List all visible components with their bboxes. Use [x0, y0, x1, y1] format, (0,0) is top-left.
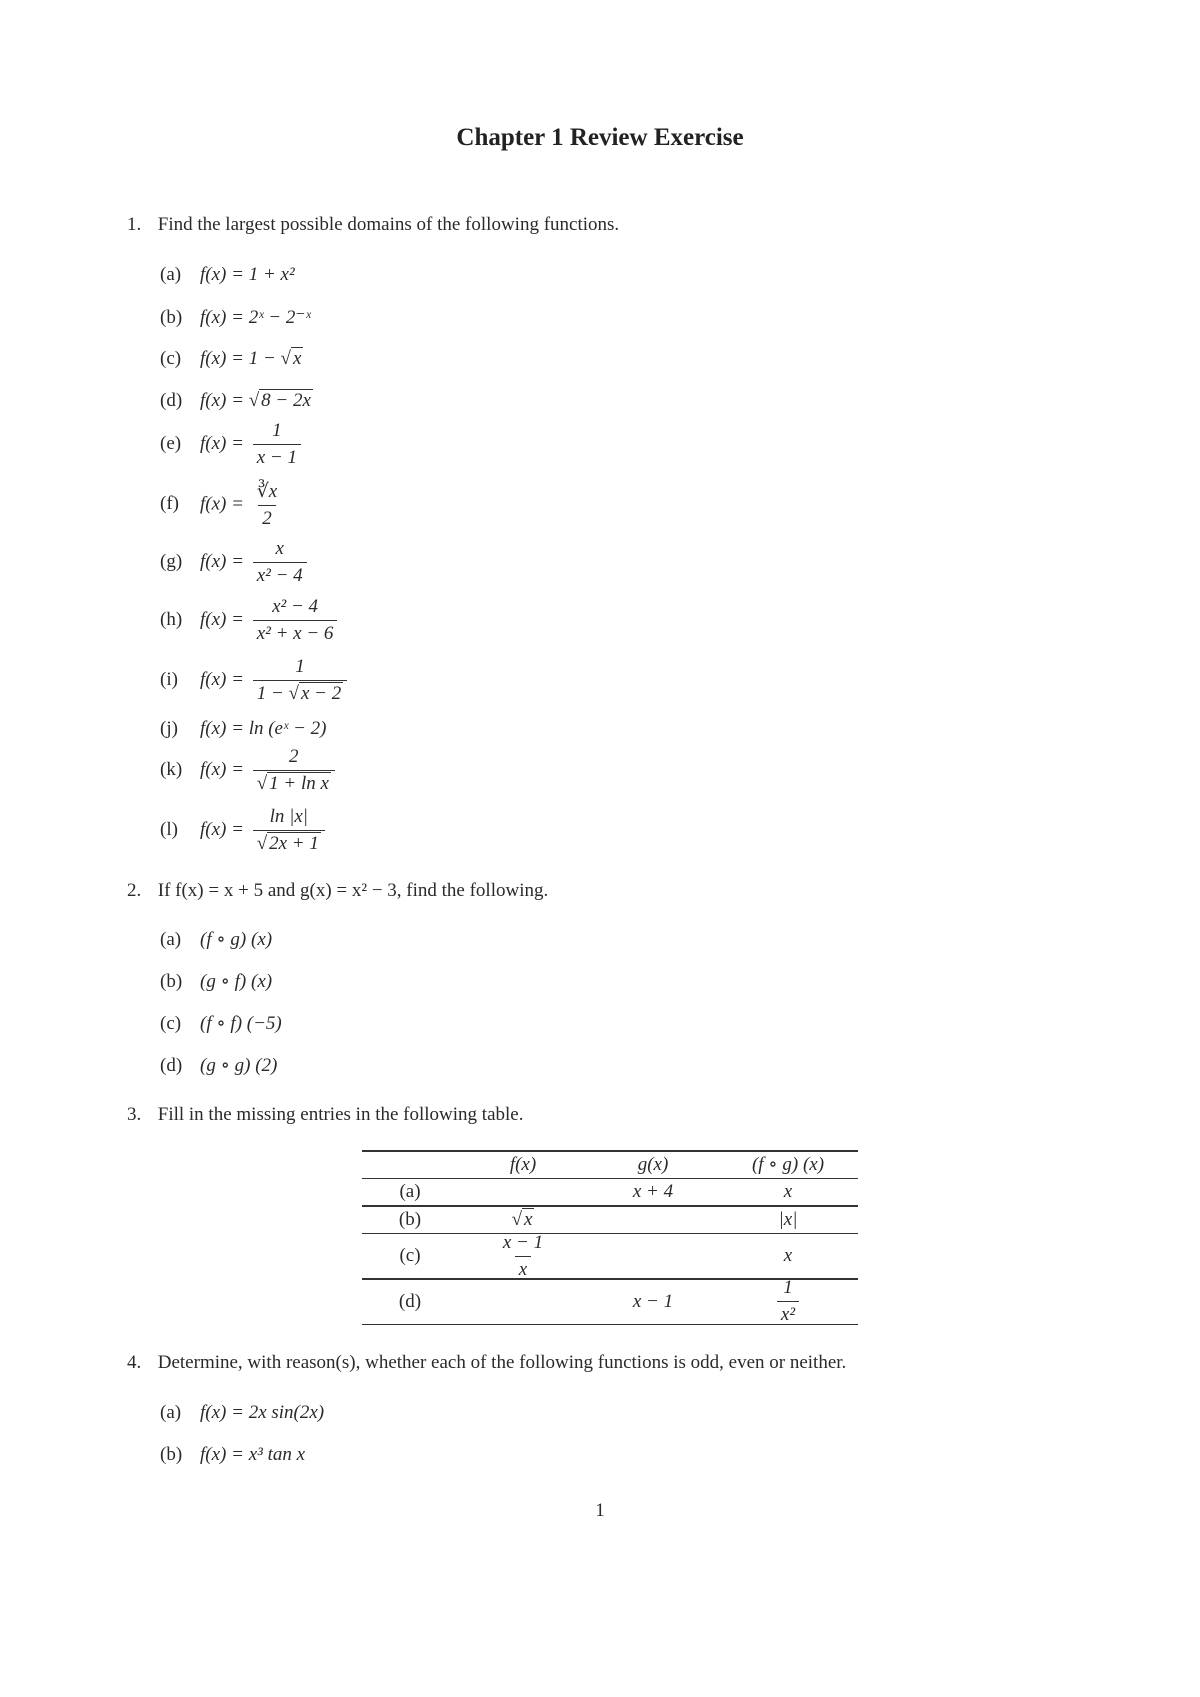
question-text: If f(x) = x + 5 and g(x) = x² − 3, find the following. — [157, 880, 549, 901]
page-title: Chapter 1 Review Exercise — [456, 124, 744, 151]
q1-item-d: (d) f(x) = √ 8 − 2x — [160, 390, 311, 411]
header-f: f(x) — [509, 1153, 537, 1175]
q1-item-c: (c) f(x) = 1 − √ x — [160, 348, 302, 369]
q4-item-b: (b) f(x) = x³ tan x — [160, 1444, 306, 1465]
question-number: 3. — [127, 1104, 142, 1125]
question-2 — [127, 880, 548, 902]
table-row: (c) $\frac{x - 1}{x}$ x — [399, 1231, 793, 1280]
q1-item-i: (i) f(x) = $\frac{1}{1 - √ x - 2}$ — [160, 656, 351, 705]
question-text: Find the largest possible domains of the following functions. — [157, 214, 620, 235]
q1-item-j: (j) f(x) = ln (eˣ − 2) — [160, 718, 327, 739]
question-3 — [127, 1104, 523, 1126]
question-text: Fill in the missing entries in the following table. — [157, 1104, 524, 1125]
table-row: (d) x − 1 $\frac{1}{\text{x²}}$ — [362, 1280, 858, 1324]
q2-item-c: (c) (f ∘ f) (−5) — [160, 1013, 282, 1034]
table-row: (a) x + 4 x — [399, 1181, 793, 1202]
q2-item-d: (d) (g ∘ g) (2) — [160, 1055, 278, 1076]
page-number: 1 — [595, 1500, 605, 1521]
q1-item-k: (k) f(x) = $\frac{2}{\text{√ 1 + ln x}}$ — [160, 746, 339, 795]
q1-item-b: (b) f(x) = 2ˣ − 2⁻ˣ — [160, 307, 311, 328]
composition-table — [362, 1150, 858, 1325]
table-row: (b) √ x |x| — [398, 1208, 798, 1230]
q4-item-a: (a) f(x) = 2x sin(2x) — [160, 1402, 325, 1423]
header-g: g(x) — [637, 1153, 669, 1175]
q1-item-e: (e) f(x) = $\frac{1}{x - 1}$ — [160, 420, 305, 469]
question-1 — [127, 214, 619, 236]
table-header-row — [362, 1152, 858, 1178]
q2-item-b: (b) (g ∘ f) (x) — [160, 971, 273, 992]
header-fg: (f ∘ g) (x) — [751, 1154, 825, 1175]
q1-item-h: (h) f(x) = $\frac{\text{x² − 4}}{\text{x² + x − 6}}$ — [160, 596, 341, 645]
q1-item-a: (a) f(x) = 1 + x² — [160, 264, 295, 285]
q2-item-a: (a) (f ∘ g) (x) — [160, 929, 273, 950]
question-number: 4. — [127, 1352, 142, 1373]
question-text: Determine, with reason(s), whether each of the following functions is odd, even or neither. — [157, 1352, 847, 1373]
q1-item-l: (l) f(x) = $\frac{\ln |x|}{√ 2x + 1}$ — [160, 806, 329, 855]
q1-item-f: (f) f(x) = $\frac{∛x}{2}$ — [160, 481, 278, 529]
question-number: 1. — [127, 214, 142, 235]
q1-item-g: (g) f(x) = $\frac{x}{\text{x² − 4}}$ — [160, 538, 311, 587]
question-number: 2. — [127, 880, 142, 901]
question-4 — [127, 1352, 846, 1374]
